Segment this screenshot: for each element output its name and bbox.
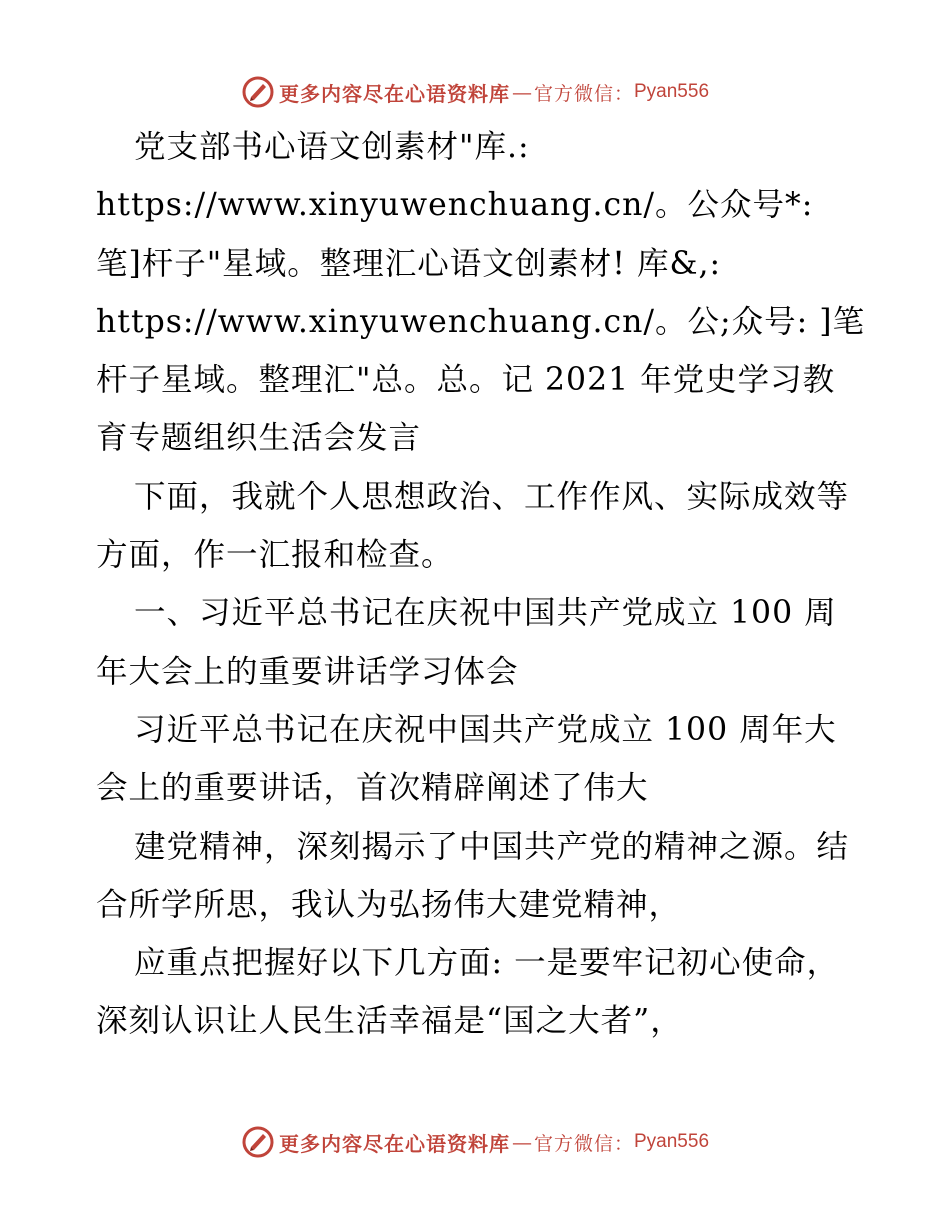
banner-dash: —: [511, 1130, 532, 1154]
paragraph-speech: 习近平总书记在庆祝中国共产党成立 100 周年大会上的重要讲话，首次精辟阐述了伟大: [96, 711, 837, 807]
document-body: [96, 118, 866, 1051]
brand-logo-icon: [241, 1125, 275, 1159]
paragraph-section-heading: 一、习近平总书记在庆祝中国共产党成立 100 周年大会上的重要讲话学习体会: [96, 595, 837, 690]
banner-brand-text: 更多内容尽在心语资料库: [278, 1131, 510, 1156]
banner-wechat-id: Pyan556: [634, 81, 710, 102]
banner-wechat-id: Pyan556: [634, 1131, 710, 1152]
paragraph-intro: 党支部书心语文创素材"库.: https://www.xinyuwenchuang.cn/。公众号*: 笔]杆子"星域。整理汇心语文创素材! 库&,: https://www.xinyuwenchuang.cn/。公;众号: ]笔杆子星域。整理汇"总。总。记 2021 年党史学习教育专题组织生活会发言: [96, 129, 866, 457]
header-banner: [0, 70, 950, 114]
banner-wechat-label: 官方微信：: [533, 82, 634, 105]
brand-logo-icon: [241, 75, 275, 109]
footer-banner: [0, 1120, 950, 1164]
banner-brand-text: 更多内容尽在心语资料库: [278, 81, 510, 106]
paragraph-overview: 下面，我就个人思想政治、工作作风、实际成效等方面，作一汇报和检查。: [96, 478, 850, 574]
paragraph-key-points: 应重点把握好以下几方面: 一是要牢记初心使命，深刻认识让人民生活幸福是“国之大者”，: [96, 945, 840, 1040]
banner-wechat-label: 官方微信：: [533, 1132, 634, 1155]
paragraph-spirit: 建党精神，深刻揭示了中国共产党的精神之源。结合所学所思，我认为弘扬伟大建党精神，: [96, 828, 850, 923]
banner-dash: —: [511, 80, 532, 104]
